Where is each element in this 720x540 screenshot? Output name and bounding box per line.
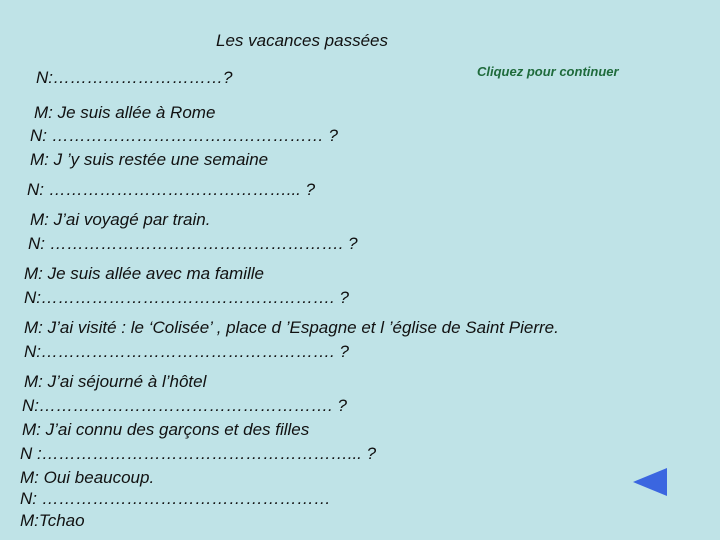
dialogue-line-m8: M: Oui beaucoup. [20,468,155,487]
dialogue-line-n5: N:……………………………………………. ? [24,288,349,307]
dialogue-line-m4: M: Je suis allée avec ma famille [24,264,264,283]
dialogue-line-m5: M: J’ai visité : le ‘Colisée’ , place d ’Espagne et l ’église de Saint Pierre. [24,318,559,337]
slide-title: Les vacances passées [216,31,388,50]
dialogue-line-n1: N:…………………………? [36,68,233,87]
dialogue-line-m1: M: Je suis allée à Rome [34,103,216,122]
dialogue-line-n2: N: ………………………………………… ? [30,126,338,145]
left-arrow-shape [633,468,667,496]
dialogue-line-m2: M: J ’y suis restée une semaine [30,150,269,169]
dialogue-line-n7: N:……………………………………………. ? [22,396,347,415]
continue-link[interactable]: Cliquez pour continuer [477,64,619,79]
dialogue-line-n9: N: …………………………………………… [20,489,331,508]
dialogue-line-n8: N :………………………………………………... ? [20,444,377,463]
left-arrow-icon[interactable] [633,468,667,496]
dialogue-line-m9: M:Tchao [20,511,85,530]
dialogue-line-m6: M: J’ai séjourné à l’hôtel [24,372,207,391]
dialogue-line-n4: N: ……………………………………………. ? [28,234,358,253]
dialogue-line-m7: M: J’ai connu des garçons et des filles [22,420,310,439]
dialogue-line-m3: M: J’ai voyagé par train. [30,210,211,229]
dialogue-line-n6: N:……………………………………………. ? [24,342,349,361]
dialogue-line-n3: N: ……………………………………... ? [27,180,316,199]
